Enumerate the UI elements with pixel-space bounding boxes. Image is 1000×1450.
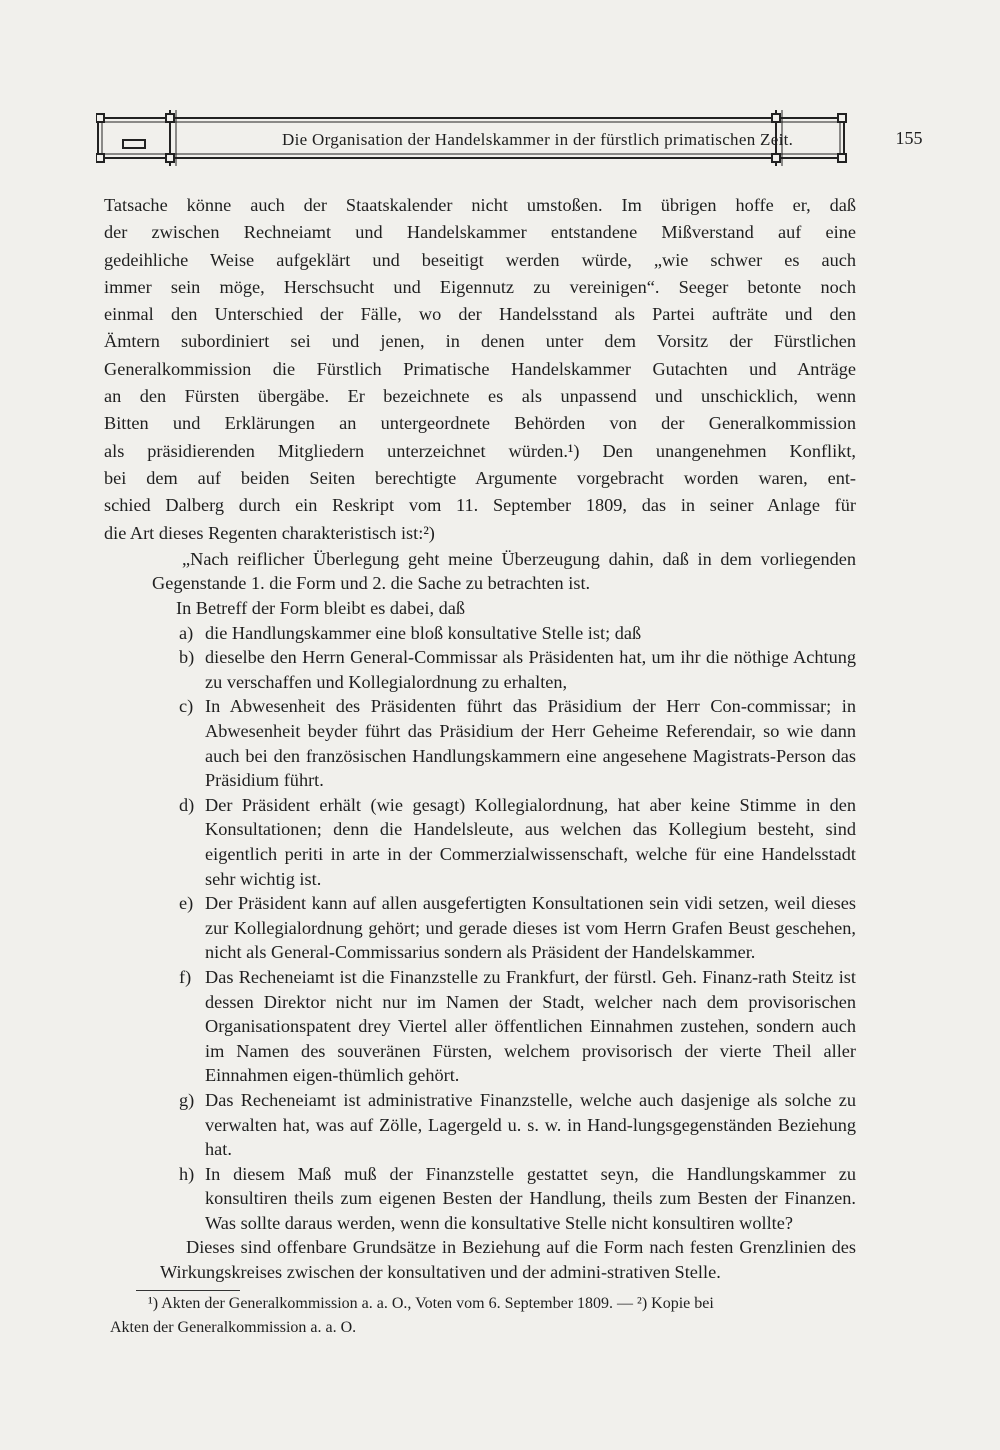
item-text: In Abwesenheit des Präsidenten führt das Präsidium der Herr Con-commissar; in Abwesenheit beyder führt das Präsidium der Herr Geheime Referendair, so wie dann auch bei den französischen Handlungskammern eine angesehene Magistrats-Person das Präsidium führt. bbox=[205, 696, 856, 791]
item-marker: a) bbox=[179, 622, 194, 643]
text-line: Ämtern subordiniert sei und jenen, in denen unter dem Vorsitz der Fürstlichen bbox=[104, 331, 856, 352]
item-text: Das Recheneiamt ist die Finanzstelle zu Frankfurt, der fürstl. Geh. Finanz-rath Steitz ist dessen Direktor nicht nur im Namen der Stadt, welcher nach dem provisorischen Organisationspatent drey Viertel aller öffentlichen Einnahmen zustehen, sondern auch im Namen des souveränen Fürsten, welchem provisorisch der vierte Theil aller Einnahmen eigen-thümlich gehört. bbox=[205, 966, 856, 1086]
list-item bbox=[104, 1088, 856, 1162]
running-header bbox=[96, 108, 923, 166]
text-line: immer sein möge, Herschsucht und Eigennutz zu vereinigen“. Seeger betonte noch bbox=[104, 276, 856, 297]
text-line: gedeihliche Weise aufgeklärt und beseitigt werden würde, „wie schwer es auch bbox=[104, 249, 856, 270]
quote-closing: Dieses sind offenbare Grundsätze in Beziehung auf die Form nach festen Grenzlinien des Wirkungskreises zwischen der konsultativen und der admini-strativen Stelle. bbox=[160, 1237, 856, 1283]
item-marker: e) bbox=[179, 893, 194, 914]
text-line: bei dem auf beiden Seiten berechtigte Argumente vorgebracht worden waren, ent- bbox=[104, 467, 856, 488]
footnote-line: ¹) Akten der Generalkommission a. a. O., Voten vom 6. September 1809. — ²) Kopie bei bbox=[148, 1295, 714, 1312]
body-text bbox=[104, 192, 856, 1285]
text-line: an den Fürsten übergäbe. Er bezeichnete es als unpassend und unschicklich, wenn bbox=[104, 386, 856, 407]
item-text: die Handlungskammer eine bloß konsultative Stelle ist; daß bbox=[205, 622, 642, 643]
quoted-rescript bbox=[104, 547, 856, 1285]
list-item bbox=[104, 793, 856, 891]
text-line: der zwischen Rechneiamt und Handelskammer entstandene Mißverstand auf eine bbox=[104, 222, 856, 243]
item-marker: b) bbox=[179, 647, 195, 668]
item-marker: h) bbox=[179, 1163, 195, 1184]
item-text: In diesem Maß muß der Finanzstelle gestattet seyn, die Handlungskammer zu konsultiren theils zum eigenen Besten der Handlung, theils zum Besten der Finanzen. Was sollte daraus werden, wenn die konsultative Stelle nicht konsultiren wollte? bbox=[205, 1163, 856, 1233]
item-marker: f) bbox=[179, 966, 192, 987]
item-text: Der Präsident kann auf allen ausgefertigten Konsultationen sein vidi setzen, weil dieses zur Kollegialordnung gehört; und gerade dieses ist vom Herrn Grafen Beust geschehen, nicht als General-Commissarius sondern als Präsident der Handelskammer. bbox=[205, 893, 856, 963]
quote-item-list bbox=[104, 621, 856, 1236]
ornament-box-icon bbox=[122, 139, 146, 149]
text-line: Tatsache könne auch der Staatskalender nicht umstoßen. Im übrigen hoffe er, daß bbox=[104, 195, 856, 215]
text-line: Bitten und Erklärungen an untergeordnete Behörden von der Generalkommission bbox=[104, 413, 856, 434]
quote-opening: „Nach reiflicher Überlegung geht meine Überzeugung dahin, daß in dem vorliegenden Gegenstande 1. die Form und 2. die Sache zu betrachten ist. bbox=[152, 548, 856, 594]
quote-form-intro: In Betreff der Form bleibt es dabei, daß bbox=[176, 598, 466, 619]
text-line: schied Dalberg durch ein Reskript vom 11. September 1809, das in seiner Anlage für bbox=[104, 495, 856, 516]
item-text: dieselbe den Herrn General-Commissar als Präsidenten hat, um ihr die nöthige Achtung zu verschaffen und Kollegialordnung zu erhalten, bbox=[205, 647, 856, 692]
list-item bbox=[104, 965, 856, 1088]
list-item bbox=[104, 694, 856, 792]
footnote-line: Akten der Generalkommission a. a. O. bbox=[110, 1319, 357, 1336]
list-item bbox=[104, 1162, 856, 1236]
text-line: als präsidierenden Mitgliedern unterzeichnet würden.¹) Den unangenehmen Konflikt, bbox=[104, 440, 856, 461]
header-title: Die Organisation der Handelskammer in der fürstlich primatischen Zeit. bbox=[282, 130, 794, 149]
page-number: 155 bbox=[895, 128, 923, 148]
footnote-divider bbox=[136, 1290, 240, 1291]
list-item bbox=[104, 621, 856, 646]
item-marker: d) bbox=[179, 794, 195, 815]
text-line: Generalkommission die Fürstlich Primatische Handelskammer Gutachten und Anträge bbox=[104, 358, 856, 379]
text-line: einmal den Unterschied der Fälle, wo der Handelsstand als Partei aufträte und den bbox=[104, 304, 856, 325]
intro-paragraph bbox=[104, 192, 856, 547]
item-marker: g) bbox=[179, 1089, 195, 1110]
text-line: die Art dieses Regenten charakteristisch ist:²) bbox=[104, 522, 435, 543]
item-text: Der Präsident erhält (wie gesagt) Kollegialordnung, hat aber keine Stimme in den Konsultationen; denn die Handelsleute, aus welchen das Kollegium besteht, sind eigentlich periti in arte in der Commerzialwissenschaft, welche für eine Handelsstadt sehr wichtig ist. bbox=[205, 794, 856, 889]
footnotes bbox=[110, 1292, 862, 1340]
list-item bbox=[104, 891, 856, 965]
list-item bbox=[104, 645, 856, 694]
item-marker: c) bbox=[179, 696, 194, 717]
item-text: Das Recheneiamt ist administrative Finanzstelle, welche auch dasjenige als solche zu verwalten hat, was auf Zölle, Lagergeld u. s. w. in Hand-lungsgegenständen Beziehung hat. bbox=[205, 1089, 856, 1160]
